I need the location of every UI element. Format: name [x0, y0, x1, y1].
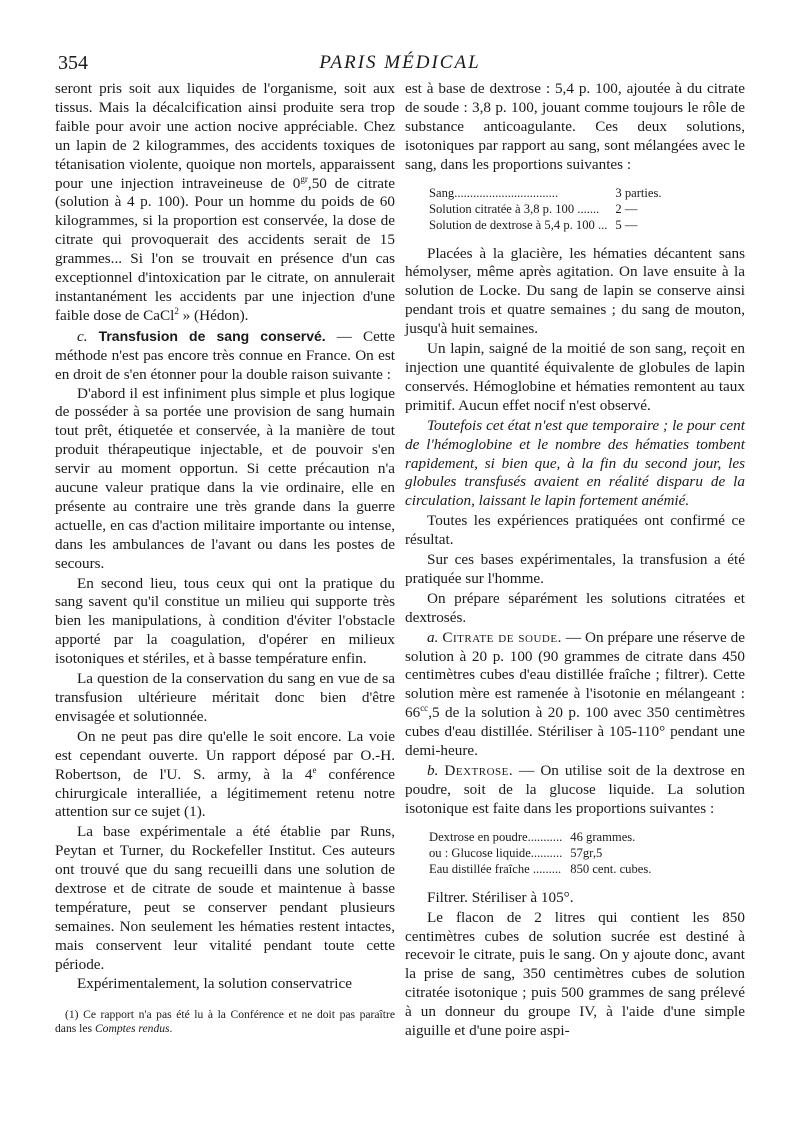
- section-a: a. Citrate de soude. — On prépare une réserve de solution à 20 p. 100 (90 grammes de citrate dans 450 centimètres cubes d'eau distillée fraîche ; filtrer). Cette solution mère est ramenée à l'isotonie en mélangeant : $66^{cc},5$ de la solution à 20 p. 100 avec 350 centimètres cubes d'eau distillée. Stériliser à 105-110° pendant une demi-heure.: [405, 628, 745, 760]
- paragraph: Le flacon de 2 litres qui contient les 850 centimètres cubes de solution sucrée est destiné à recevoir le citrate, puis le sang. On y ajoute donc, avant la prise de sang, 350 centimètres cubes de solution citratée isotonique ; puis 500 grammes de sang prélevé à un donneur du groupe IV, à l'aide d'une simple aiguille et d'une poire aspi-: [405, 908, 745, 1040]
- left-column: [55, 80, 395, 1037]
- section-b: b. Dextrose. — On utilise soit de la dextrose en poudre, soit de la glucose liquide. La solution isotonique est faite dans les proportions suivantes :: [405, 762, 745, 817]
- paragraph: est à base de dextrose : 5,4 p. 100, ajoutée à du citrate de soude : 3,8 p. 100, jouant comme toujours le rôle de substance anticoagulante. Ces deux solutions, isotoniques par rapport au sang, sont mélangées avec le sang, dans les proportions suivantes :: [405, 80, 745, 173]
- paragraph: seront pris soit aux liquides de l'organisme, soit aux tissus. Mais la décalcification ainsi produite sera trop faible pour avoir une action nocive appréciable. Chez un lapin de 2 kilogrammes, des accidents toxiques de tétanisation violente, quoique non mortels, apparaissent pour une injection intraveineuse de $0^{gr},50$ de citrate (solution à 4 p. 100). Pour un homme du poids de 60 kilogrammes, si la proportion est conservée, la dose de citrate qui provoquerait des accidents serait de 15 grammes... Si l'on se trouvait en présence d'un cas exceptionnel d'intoxication par le citrate, on annulerait instantanément les accidents par une injection d'une faible dose de CaCl$^2$ » (Hédon).: [55, 80, 395, 324]
- paragraph: Placées à la glacière, les hématies décantent sans hémolyser, même après agitation. On lave ensuite à la solution de Locke. Du sang de lapin se conserve ainsi pendant trois et quatre semaines ; du sang de mouton, jusqu'à huit semaines.: [405, 244, 745, 338]
- paragraph: On prépare séparément les solutions citratées et dextrosés.: [405, 589, 745, 626]
- section-heading: Dextrose.: [444, 762, 514, 779]
- paragraph: D'abord il est infiniment plus simple et plus logique de posséder à sa portée une provision de sang humain tout prêt, étiquetée et conservée, à la manière de tout produit thérapeutique injectable, et de pouvoir s'en servir au moment opportun. Si cette précaution n'a aucune valeur pratique dans la vie ordinaire, elle en présente au contraire une très grande dans la guerre actuelle, en cas d'action militaire importante ou intense, dans les ambulances de l'avant ou dans les postes de secours.: [55, 384, 395, 572]
- dextrose-table: [429, 829, 651, 877]
- table-row: Eau distillée fraîche ......... 850 cent. cubes.: [429, 861, 652, 876]
- table-row: Solution de dextrose à 5,4 p. 100 ... 5 —: [429, 217, 638, 232]
- table-row: Dextrose en poudre........... 46 grammes.: [429, 829, 636, 844]
- paragraph: Toutes les expériences pratiquées ont confirmé ce résultat.: [405, 512, 745, 549]
- paragraph: Un lapin, saigné de la moitié de son sang, reçoit en injection une quantité équivalente de globules de lapin conservés. Hémoglobine et hématies remontent au taux primitif. Aucun effet nocif n'est observé.: [405, 340, 745, 414]
- right-column: [405, 80, 745, 1041]
- paragraph: Filtrer. Stériliser à 105°.: [427, 888, 574, 906]
- italic-paragraph: Toutefois cet état n'est que temporaire ; le pour cent de l'hémoglobine et le nombre des hématies tombent rapidement, si bien que, à la fin du second jour, les globules transfusés avaient en réalité disparu de la circulation, laissant le lapin fortement anémié.: [405, 416, 745, 510]
- table-row: Sang................................. 3 parties.: [429, 185, 662, 200]
- paragraph: La question de la conservation du sang en vue de sa transfusion ultérieure méritait donc bien d'être envisagée et solutionnée.: [55, 670, 395, 725]
- footnote: (1) Ce rapport n'a pas été lu à la Conférence et ne doit pas paraître dans les Comptes rendus.: [55, 1007, 395, 1035]
- section-heading: Citrate de soude.: [442, 628, 562, 646]
- page-number: 354: [58, 52, 88, 74]
- paragraph: Expérimentalement, la solution conservatrice: [77, 974, 352, 992]
- paragraph: Sur ces bases expérimentales, la transfusion a été pratiquée sur l'homme.: [405, 551, 745, 587]
- mixture-table: [429, 185, 662, 233]
- paragraph: On ne peut pas dire qu'elle le soit encore. La voie est cependant ouverte. Un rapport déposé par O.-H. Robertson, de l'U. S. army, à la 4e conférence chirurgicale interalliée, a légitimement retenu notre attention sur ce sujet (1).: [55, 727, 395, 821]
- table-row: ou : Glucose liquide.......... 57gr,5: [429, 845, 603, 860]
- table-row: Solution citratée à 3,8 p. 100 ....... 2 —: [429, 201, 638, 216]
- journal-title: PARIS MÉDICAL: [319, 52, 481, 73]
- section-heading: Transfusion de sang conservé.: [98, 327, 326, 344]
- paragraph: En second lieu, tous ceux qui ont la pratique du sang savent qu'il constitue un milieu qui supporte très bien les manipulations, à condition d'éviter l'obstacle apporté par la coagulation, d'opérer en milieux isotoniques et stériles, et à basse température enfin.: [55, 574, 395, 668]
- section-c: c. Transfusion de sang conservé. — Cette méthode n'est pas encore très connue en France. On est en droit de s'en étonner pour la double raison suivante :: [55, 327, 395, 383]
- paragraph: La base expérimentale a été établie par Runs, Peytan et Turner, du Rockefeller Institut. Ces auteurs ont trouvé que du sang recueilli dans une solution de dextrose et de citrate de soude et maintenue à basse température, peut se conserver pendant plusieurs semaines. Non seulement les hématies restent intactes, mais conservent leur vitalité pendant toute cette période.: [55, 823, 395, 973]
